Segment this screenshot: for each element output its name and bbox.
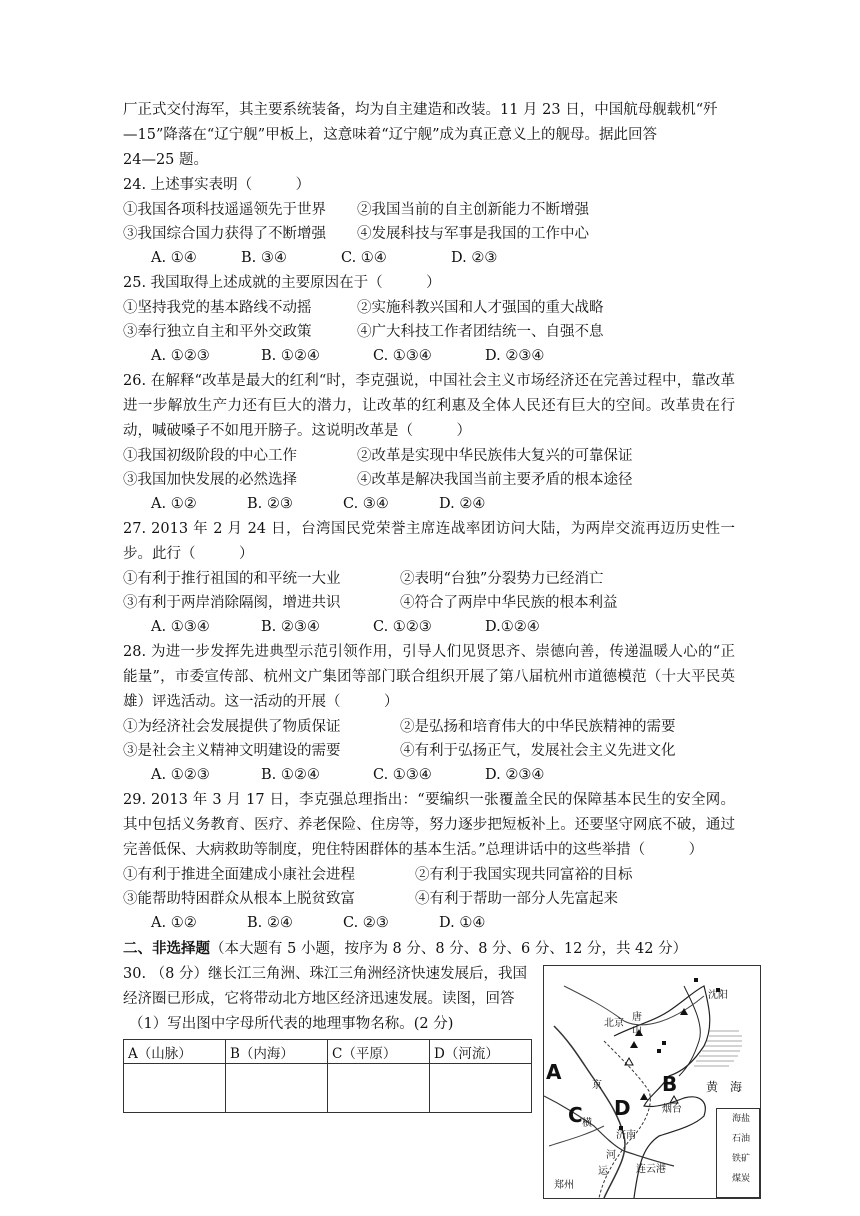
option-a[interactable]: A. ①④ bbox=[151, 250, 197, 266]
option-a[interactable]: A. ①② bbox=[151, 915, 197, 931]
q24-stem: 24. 上述事实表明（ ） bbox=[123, 177, 311, 193]
option-d[interactable]: D. ②③ bbox=[451, 250, 498, 266]
q27-statements-row-2 bbox=[123, 591, 735, 615]
statement: ④发展科技与军事是我国的工作中心 bbox=[357, 226, 589, 242]
bohai-rim-map bbox=[543, 965, 761, 1199]
answer-cell-c[interactable] bbox=[328, 1064, 430, 1113]
city-lianyungang: 连云港 bbox=[636, 1164, 666, 1175]
statement: ②我国当前的自主创新能力不断增强 bbox=[357, 202, 589, 218]
legend-item-salt bbox=[717, 1109, 759, 1129]
map-label-c: C bbox=[568, 1103, 583, 1127]
option-b[interactable]: B. ①②④ bbox=[261, 348, 320, 364]
option-b[interactable]: B. ②③ bbox=[247, 496, 293, 512]
q26-options bbox=[123, 492, 735, 517]
sea-huang: 黄 bbox=[706, 1080, 719, 1094]
label-jing: 京 bbox=[592, 1080, 602, 1091]
answer-cell-a[interactable] bbox=[124, 1064, 226, 1113]
section-2-note: （本大题有 5 小题，按序为 8 分、8 分、8 分、6 分、12 分，共 42 分） bbox=[210, 941, 688, 957]
q30-line-2: 经济圈已形成，它将带动北方地区经济迅速发展。读图，回答 bbox=[123, 991, 515, 1007]
statement: ①我国初级阶段的中心工作 bbox=[123, 448, 297, 464]
option-b[interactable]: B. ①②④ bbox=[261, 767, 320, 783]
option-a[interactable]: A. ①②③ bbox=[151, 767, 210, 783]
q24-statements-row-1 bbox=[123, 198, 735, 222]
statement: ①坚持我党的基本路线不动摇 bbox=[123, 300, 312, 316]
q25-statements-row-2 bbox=[123, 320, 735, 344]
q25-options bbox=[123, 344, 735, 369]
q24-options bbox=[123, 246, 735, 271]
option-d[interactable]: D. ②④ bbox=[439, 496, 486, 512]
option-d[interactable]: D. ②③④ bbox=[485, 348, 545, 364]
header-c: C（平原） bbox=[328, 1040, 430, 1064]
option-d[interactable]: D. ②③④ bbox=[485, 767, 545, 783]
sea-hai: 海 bbox=[730, 1080, 743, 1094]
q26-statements-row-2 bbox=[123, 468, 735, 492]
option-a[interactable]: A. ①② bbox=[151, 496, 197, 512]
label-he: 河 bbox=[606, 1150, 616, 1161]
q25-stem: 25. 我国取得上述成就的主要原因在于（ ） bbox=[123, 275, 441, 291]
statement: ②表明“台独”分裂势力已经消亡 bbox=[400, 571, 604, 587]
option-d[interactable]: D. ①④ bbox=[439, 915, 486, 931]
statement: ④改革是解决我国当前主要矛盾的根本途径 bbox=[357, 472, 633, 488]
q29-statements-row-2 bbox=[123, 887, 735, 911]
option-d[interactable]: D.①②④ bbox=[485, 619, 540, 635]
q29-statements-row-1 bbox=[123, 863, 735, 887]
city-zhengzhou: 郑州 bbox=[554, 1180, 574, 1191]
intro-line-3: 24—25 题。 bbox=[123, 152, 209, 168]
statement: ③是社会主义精神文明建设的需要 bbox=[123, 743, 341, 759]
option-b[interactable]: B. ②③④ bbox=[261, 619, 320, 635]
q28-options bbox=[123, 763, 735, 788]
legend-label: 煤炭 bbox=[732, 1174, 751, 1184]
q29-stem: 29. 2013 年 3 月 17 日，李克强总理指出：“要编织一张覆盖全民的保障基本民生的安全网。其中包括义务教育、医疗、养老保险、住房等，努力逐步把短板补上。还要坚守网底不破，通过完善低保、大病救助等制度，兜住特困群体的基本生活。”总理讲话中的这些举措（ ） bbox=[123, 792, 735, 858]
statement: ①有利于推行祖国的和平统一大业 bbox=[123, 571, 341, 587]
option-b[interactable]: B. ②④ bbox=[247, 915, 293, 931]
legend-item-iron bbox=[717, 1149, 759, 1169]
q26-statements-row-1 bbox=[123, 444, 735, 468]
section-2-title: 二、非选择题 bbox=[123, 940, 210, 957]
peninsula-coast bbox=[679, 986, 700, 1076]
map-legend bbox=[716, 1108, 760, 1198]
legend-item-coal bbox=[717, 1169, 759, 1189]
legend-label: 铁矿 bbox=[732, 1154, 751, 1164]
option-c[interactable]: C. ①④ bbox=[341, 250, 387, 266]
section-2-heading bbox=[123, 936, 735, 962]
q25-statements-row-1 bbox=[123, 296, 735, 320]
map-label-d: D bbox=[614, 1096, 631, 1120]
river-south bbox=[549, 1126, 604, 1146]
option-c[interactable]: C. ①③④ bbox=[373, 348, 432, 364]
city-beijing: 北京 bbox=[604, 1018, 624, 1029]
legend-label: 石油 bbox=[732, 1134, 751, 1144]
city-tang: 唐 bbox=[632, 1012, 642, 1023]
q27-statements-row-1 bbox=[123, 567, 735, 591]
q28-statements-row-1 bbox=[123, 715, 735, 739]
map-label-a: A bbox=[546, 1060, 562, 1084]
city-yantai: 烟台 bbox=[662, 1104, 682, 1115]
q24-statements-row-2 bbox=[123, 222, 735, 246]
q28-statements-row-2 bbox=[123, 739, 735, 763]
option-b[interactable]: B. ③④ bbox=[241, 250, 287, 266]
statement: ③能帮助特困群众从根本上脱贫致富 bbox=[123, 891, 355, 907]
hatched-area bbox=[694, 1031, 742, 1066]
header-d: D（河流） bbox=[430, 1040, 532, 1064]
statement: ③有利于两岸消除隔阂，增进共识 bbox=[123, 595, 341, 611]
city-jinan: 济南 bbox=[616, 1130, 636, 1141]
option-c[interactable]: C. ③④ bbox=[343, 496, 389, 512]
q28-stem: 28. 为进一步发挥先进典型示范引领作用，引导人们见贤思齐、崇德向善，传递温暖人心的“正能量”，市委宣传部、杭州文广集团等部门联合组织开展了第八届杭州市道德模范（十大平民英雄）评选活动。这一活动的开展（ ） bbox=[123, 644, 735, 710]
answer-cell-d[interactable] bbox=[430, 1064, 532, 1113]
statement: ③我国综合国力获得了不断增强 bbox=[123, 226, 326, 242]
header-b: B（内海） bbox=[226, 1040, 328, 1064]
statement: ②有利于我国实现共同富裕的目标 bbox=[415, 867, 633, 883]
statement: ④有利于弘扬正气，发展社会主义先进文化 bbox=[400, 743, 676, 759]
label-heng: 横 bbox=[582, 1118, 592, 1129]
option-a[interactable]: A. ①③④ bbox=[151, 619, 210, 635]
intro-line-2: —15”降落在“辽宁舰”甲板上，这意味着“辽宁舰”成为真正意义上的舰母。据此回答 bbox=[123, 127, 658, 143]
statement: ③我国加快发展的必然选择 bbox=[123, 472, 297, 488]
q30-answer-table bbox=[123, 1039, 532, 1113]
answer-cell-b[interactable] bbox=[226, 1064, 328, 1113]
q29-options bbox=[123, 911, 735, 936]
exam-page bbox=[123, 98, 735, 1113]
option-a[interactable]: A. ①②③ bbox=[151, 348, 210, 364]
statement: ①我国各项科技遥遥领先于世界 bbox=[123, 202, 326, 218]
option-c[interactable]: C. ②③ bbox=[343, 915, 389, 931]
table-header-row bbox=[124, 1040, 532, 1064]
statement: ③奉行独立自主和平外交政策 bbox=[123, 324, 312, 340]
q30-line-1: 30. （8 分）继长江三角洲、珠江三角洲经济快速发展后，我国 bbox=[123, 966, 528, 982]
option-c[interactable]: C. ①③④ bbox=[373, 767, 432, 783]
city-shan: 山 bbox=[632, 1025, 642, 1036]
statement: ①有利于推进全面建成小康社会进程 bbox=[123, 867, 355, 883]
statement: ①为经济社会发展提供了物质保证 bbox=[123, 719, 341, 735]
header-a: A（山脉） bbox=[124, 1040, 226, 1064]
statement: ④有利于帮助一部分人先富起来 bbox=[415, 891, 618, 907]
q27-stem: 27. 2013 年 2 月 24 日，台湾国民党荣誉主席连战率团访问大陆，为两岸交流再迈历史性一步。此行（ ） bbox=[123, 521, 735, 562]
intro-line-1: 厂正式交付海军，其主要系统装备，均为自主建造和改装。11 月 23 日，中国航母舰载机“歼 bbox=[123, 102, 718, 118]
label-yun: 运 bbox=[598, 1166, 608, 1177]
legend-label: 海盐 bbox=[732, 1114, 751, 1124]
q27-options bbox=[123, 615, 735, 640]
statement: ④广大科技工作者团结统一、自强不息 bbox=[357, 324, 604, 340]
option-c[interactable]: C. ①②③ bbox=[373, 619, 432, 635]
q30-sub-1: （1）写出图中字母所代表的地理事物名称。(2 分) bbox=[129, 1016, 454, 1032]
table-answer-row bbox=[124, 1064, 532, 1113]
city-shenyang: 沈阳 bbox=[708, 990, 728, 1001]
q26-stem: 26. 在解释“改革是最大的红利“时，李克强说，中国社会主义市场经济还在完善过程中，靠改革进一步解放生产力还有巨大的潜力，让改革的红利惠及全体人民还有巨大的空间。改革贵在行动，喊破嗓子不如甩开膀子。这说明改革是（ ） bbox=[123, 373, 735, 439]
legend-item-oil bbox=[717, 1129, 759, 1149]
statement: ②实施科教兴国和人才强国的重大战略 bbox=[357, 300, 604, 316]
statement: ④符合了两岸中华民族的根本利益 bbox=[400, 595, 618, 611]
map-label-b: B bbox=[662, 1072, 678, 1096]
statement: ②是弘扬和培育伟大的中华民族精神的需要 bbox=[400, 719, 676, 735]
statement: ②改革是实现中华民族伟大复兴的可靠保证 bbox=[357, 448, 633, 464]
